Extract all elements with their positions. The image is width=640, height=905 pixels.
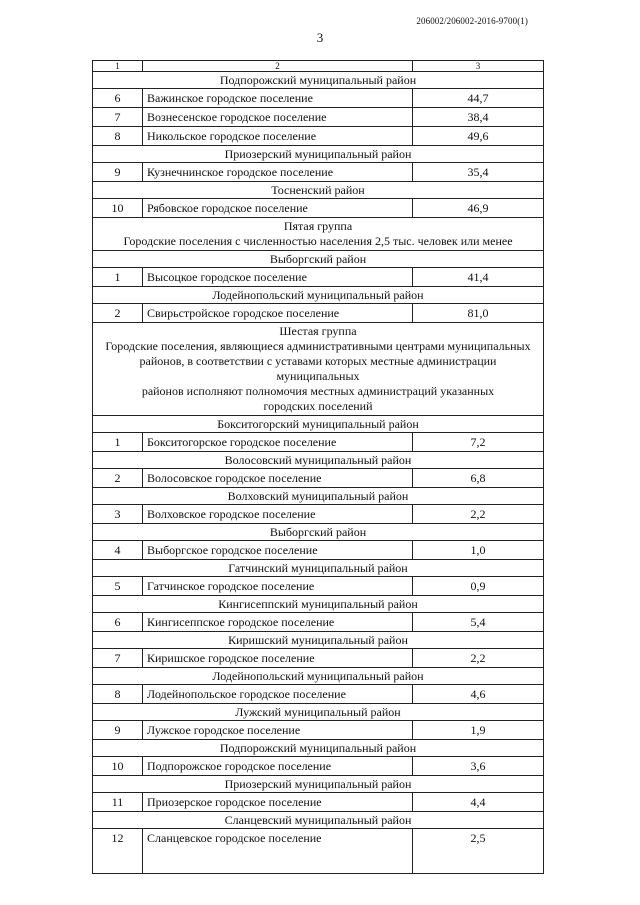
district-name: Бокситогорский муниципальный район — [93, 416, 544, 433]
settlement-value: 44,7 — [413, 89, 544, 108]
settlement-value: 81,0 — [413, 304, 544, 323]
district-name: Лодейнопольский муниципальный район — [93, 668, 544, 685]
settlement-value: 6,8 — [413, 469, 544, 488]
settlement-name: Лодейнопольское городское поселение — [143, 685, 413, 704]
settlement-name: Сланцевское городское поселение — [143, 829, 413, 874]
district-header-row — [93, 488, 544, 505]
district-name: Лужский муниципальный район — [93, 704, 544, 721]
document-number: 206002/206002-2016-9700(1) — [416, 16, 528, 26]
district-name: Подпорожский муниципальный район — [93, 72, 544, 89]
settlement-row — [93, 304, 544, 323]
settlement-row — [93, 108, 544, 127]
group-heading — [93, 218, 544, 251]
settlement-name: Кузнечнинское городское поселение — [143, 163, 413, 182]
row-number: 6 — [93, 613, 143, 632]
settlement-row — [93, 793, 544, 812]
settlement-value: 7,2 — [413, 433, 544, 452]
row-number: 2 — [93, 469, 143, 488]
settlement-value: 1,0 — [413, 541, 544, 560]
settlement-name: Кингисеппское городское поселение — [143, 613, 413, 632]
group-description-line: городских поселений — [263, 399, 373, 413]
row-number: 7 — [93, 108, 143, 127]
row-number: 10 — [93, 199, 143, 218]
district-header-row — [93, 416, 544, 433]
settlement-value: 2,2 — [413, 649, 544, 668]
district-header-row — [93, 287, 544, 304]
district-name: Кингисеппский муниципальный район — [93, 596, 544, 613]
district-name: Тосненский район — [93, 182, 544, 199]
settlement-value: 1,9 — [413, 721, 544, 740]
settlement-name: Рябовское городское поселение — [143, 199, 413, 218]
row-number: 3 — [93, 505, 143, 524]
settlement-row — [93, 685, 544, 704]
settlement-value: 0,9 — [413, 577, 544, 596]
settlement-row — [93, 721, 544, 740]
settlement-row — [93, 199, 544, 218]
row-number: 1 — [93, 268, 143, 287]
group-description-line: районов исполняют полномочия местных администраций указанных — [141, 384, 495, 398]
settlement-name: Высоцкое городское поселение — [143, 268, 413, 287]
district-name: Сланцевский муниципальный район — [93, 812, 544, 829]
district-name: Приозерский муниципальный район — [93, 776, 544, 793]
settlement-row — [93, 163, 544, 182]
group-heading — [93, 323, 544, 416]
settlements-table — [92, 60, 544, 874]
row-number: 12 — [93, 829, 143, 874]
settlement-row — [93, 829, 544, 874]
row-number: 9 — [93, 163, 143, 182]
settlement-row — [93, 541, 544, 560]
row-number: 4 — [93, 541, 143, 560]
district-header-row — [93, 251, 544, 268]
district-header-row — [93, 776, 544, 793]
settlement-row — [93, 89, 544, 108]
settlement-row — [93, 649, 544, 668]
settlement-value: 41,4 — [413, 268, 544, 287]
column-header-row — [93, 61, 544, 72]
district-name: Выборгский район — [93, 524, 544, 541]
settlement-name: Волховское городское поселение — [143, 505, 413, 524]
settlement-value: 4,6 — [413, 685, 544, 704]
district-name: Волховский муниципальный район — [93, 488, 544, 505]
settlement-value: 46,9 — [413, 199, 544, 218]
settlement-value: 5,4 — [413, 613, 544, 632]
settlement-value: 2,2 — [413, 505, 544, 524]
district-name: Подпорожский муниципальный район — [93, 740, 544, 757]
group-header-row — [93, 218, 544, 251]
settlement-row — [93, 505, 544, 524]
settlement-value: 4,4 — [413, 793, 544, 812]
district-name: Гатчинский муниципальный район — [93, 560, 544, 577]
group-title: Пятая группа — [283, 219, 353, 233]
district-header-row — [93, 740, 544, 757]
settlement-row — [93, 127, 544, 146]
district-name: Волосовский муниципальный район — [93, 452, 544, 469]
group-description-line: районов, в соответствии с уставами которых местные администрации муниципальных — [139, 354, 497, 383]
settlement-name: Вознесенское городское поселение — [143, 108, 413, 127]
district-name: Лодейнопольский муниципальный район — [93, 287, 544, 304]
column-header-3: 3 — [413, 61, 544, 72]
settlement-row — [93, 268, 544, 287]
settlement-name: Гатчинское городское поселение — [143, 577, 413, 596]
district-header-row — [93, 146, 544, 163]
settlement-row — [93, 757, 544, 776]
district-header-row — [93, 72, 544, 89]
district-header-row — [93, 596, 544, 613]
row-number: 5 — [93, 577, 143, 596]
district-name: Киришский муниципальный район — [93, 632, 544, 649]
row-number: 6 — [93, 89, 143, 108]
district-header-row — [93, 668, 544, 685]
district-header-row — [93, 182, 544, 199]
page-number: 3 — [316, 30, 324, 45]
settlement-name: Лужское городское поселение — [143, 721, 413, 740]
row-number: 2 — [93, 304, 143, 323]
district-name: Выборгский район — [93, 251, 544, 268]
settlement-row — [93, 433, 544, 452]
row-number: 7 — [93, 649, 143, 668]
settlement-name: Киришское городское поселение — [143, 649, 413, 668]
row-number: 8 — [93, 127, 143, 146]
settlement-name: Приозерское городское поселение — [143, 793, 413, 812]
district-header-row — [93, 560, 544, 577]
row-number: 9 — [93, 721, 143, 740]
district-header-row — [93, 704, 544, 721]
row-number: 10 — [93, 757, 143, 776]
settlement-value: 38,4 — [413, 108, 544, 127]
district-header-row — [93, 812, 544, 829]
settlement-row — [93, 469, 544, 488]
settlement-name: Волосовское городское поселение — [143, 469, 413, 488]
column-header-2: 2 — [143, 61, 413, 72]
group-description-line: Городские поселения с численностью населения 2,5 тыс. человек или менее — [123, 234, 513, 248]
group-title: Шестая группа — [279, 324, 357, 338]
settlement-name: Выборгское городское поселение — [143, 541, 413, 560]
district-name: Приозерский муниципальный район — [93, 146, 544, 163]
settlement-value: 49,6 — [413, 127, 544, 146]
settlement-value: 35,4 — [413, 163, 544, 182]
row-number: 11 — [93, 793, 143, 812]
district-header-row — [93, 632, 544, 649]
settlement-name: Бокситогорское городское поселение — [143, 433, 413, 452]
district-header-row — [93, 524, 544, 541]
settlement-name: Важинское городское поселение — [143, 89, 413, 108]
group-header-row — [93, 323, 544, 416]
settlement-name: Подпорожское городское поселение — [143, 757, 413, 776]
row-number: 1 — [93, 433, 143, 452]
settlement-value: 2,5 — [413, 829, 544, 874]
column-header-1: 1 — [93, 61, 143, 72]
district-header-row — [93, 452, 544, 469]
row-number: 8 — [93, 685, 143, 704]
group-description-line: Городские поселения, являющиеся административными центрами муниципальных — [105, 339, 531, 353]
settlement-row — [93, 577, 544, 596]
settlement-name: Свирьстройское городское поселение — [143, 304, 413, 323]
settlement-row — [93, 613, 544, 632]
settlement-name: Никольское городское поселение — [143, 127, 413, 146]
settlement-value: 3,6 — [413, 757, 544, 776]
